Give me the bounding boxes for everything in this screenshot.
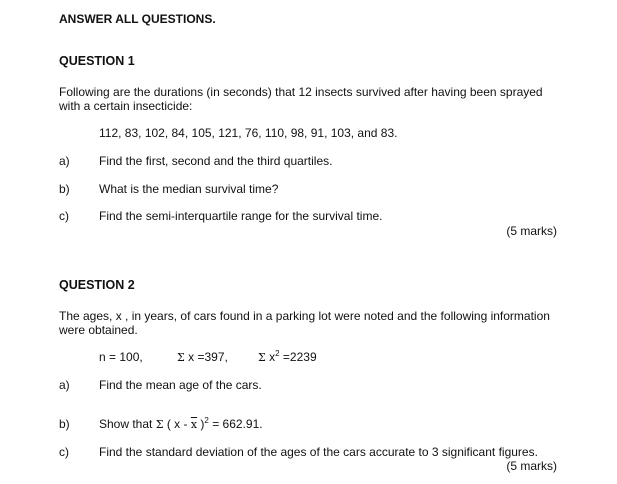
q1-part-a-label: a) xyxy=(59,154,70,168)
q1-marks: (5 marks) xyxy=(506,224,557,238)
sigma-symbol: Σ xyxy=(155,418,164,431)
q1-part-b-text: What is the median survival time? xyxy=(99,182,279,196)
q2-part-c-text: Find the standard deviation of the ages of the cars accurate to 3 significant figures. xyxy=(99,445,538,459)
given-sum-x-squared: Σ $x^2 =2239$ xyxy=(258,349,317,364)
question-2-intro: The ages, x , in years, of cars found in a parking lot were noted and the following information were obtained. xyxy=(59,309,550,337)
q2-part-b-text: Show that Σ ( x - $\overline{x}$ )$^2$ = 662.91. xyxy=(99,416,263,431)
q2-marks: (5 marks) xyxy=(506,459,557,473)
instruction-heading: ANSWER ALL QUESTIONS. xyxy=(59,12,216,26)
q1-part-c-label: c) xyxy=(59,209,69,223)
question-2-title: QUESTION 2 xyxy=(59,278,135,292)
q2-part-b-label: b) xyxy=(59,417,70,431)
sigma-symbol: Σ xyxy=(177,351,185,364)
question-1-data: 112, 83, 102, 84, 105, 121, 76, 110, 98, 91, 103, and 83. xyxy=(99,126,398,140)
q2-part-a-label: a) xyxy=(59,378,70,392)
q2-part-c-label: c) xyxy=(59,445,69,459)
q1-part-a-text: Find the first, second and the third quartiles. xyxy=(99,154,333,168)
given-sum-x: Σ x =397, xyxy=(177,350,228,364)
q1-part-c-text: Find the semi-interquartile range for the survival time. xyxy=(99,209,383,223)
x-bar-symbol: $\overline{x}$ xyxy=(190,418,198,431)
sigma-symbol: Σ xyxy=(258,351,266,364)
q2-part-a-text: Find the mean age of the cars. xyxy=(99,378,262,392)
question-1-title: QUESTION 1 xyxy=(59,54,135,68)
question-1-intro: Following are the durations (in seconds) that 12 insects survived after having been sprayed with a certain insecticide: xyxy=(59,85,543,113)
given-n: n = 100, xyxy=(99,350,143,364)
q1-part-b-label: b) xyxy=(59,182,70,196)
